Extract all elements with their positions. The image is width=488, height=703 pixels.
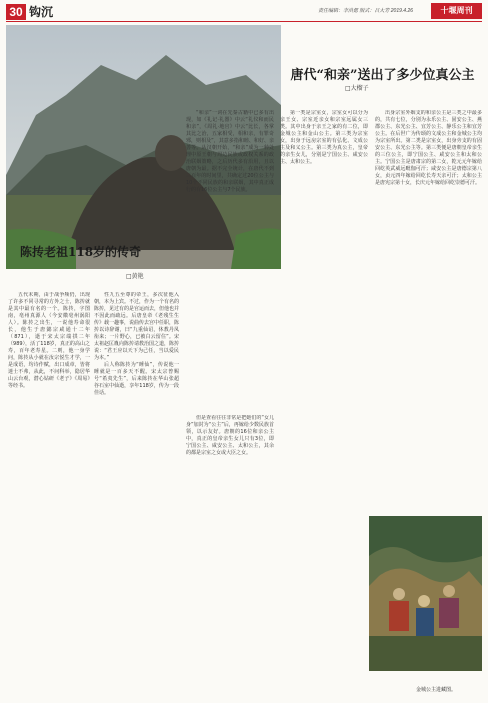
editor-credits: 责任编辑：李洪偲 版式：吕大芳 2019.4.26 [318, 8, 414, 14]
left-article-column-2 [94, 292, 179, 696]
right-article-column-1 [186, 110, 274, 410]
right-article-column-3 [280, 110, 368, 696]
left-article-byline: □黄艳 [126, 273, 144, 280]
image-caption: 金城公主进藏图。 [416, 687, 457, 693]
left-article-column-1 [8, 292, 90, 696]
right-article-text-3: 第一类是宗室女，宗室女可以分为亲王女、宗室近亲女和宗室远属女三类。其中出身于亲王之家的有二位，即金城公主和金山公主。第三类为宗室女，出身于远房宗室的有弘化、文成公主及和义公主。第三类为真公主，皇帝的亲生女儿，分别是宁国公主、咸安公主、太和公主。 [280, 110, 368, 165]
right-article-text-4: 出身宗室外姻支的和亲公主是三类之中最多的，共有七位，分别为永乐公主、固安公主、燕郡公主、东光公主、宜芳公主、静乐公主和宜芳公主。在后世广为传颂的文成公主和金城公主均为宗室所出。第二类是宗室女，出身旁支的有固安公主、东光公主等。第三类便是唐朝皇帝亲生的三位公主，即宁国公主、咸安公主和太和公主。宁国公主是唐肃宗的第二女，乾元元年嫁给回纥英武威远毗伽可汗；咸安公主是唐德宗第八女，贞元四年嫁给回纥长寿天亲可汗；太和公主是唐宪宗第十女，长庆元年嫁给回纥崇德可汗。 [375, 110, 482, 186]
left-article-text-2: 性九五至尊的帝王，多次征他入朝，本为上宾。不过，作为一个有名的陈抟，见过有的是官运而去，但他也并不因此而疏远。后唐皇帝《老残生生传》载一趣事，说曲传去宫中任职，陈抟以诗辞谢，曰“九重仙诏，休教丹凤衔来；一片野心，已被白云留住”。宋太祖赵匡胤向陈抟请教治国之道，陈抟说：“君王应以天下为己任，当以爱民为本。” [94, 292, 179, 361]
right-article-text-2: 但是查看往往非常是把她们的“女儿身”加封为“公主”后，再嫁给少数民族首领，以示友好。唐朝的16位和亲公主中，真正的皇帝亲生女儿只有3位，即宁国公主、咸安公主、太和公主，其余的都是宗室之女或大臣之女。 [186, 415, 274, 456]
right-article-title: 唐代“和亲”送出了多少位真公主 [290, 68, 475, 83]
publication-brand: 十堰周刊 [431, 3, 482, 19]
painting-image [369, 516, 482, 671]
page-header [0, 0, 488, 22]
page-number: 30 [6, 4, 26, 20]
left-article-title: 陈抟老祖118岁的传奇 [20, 245, 142, 259]
left-article-text-3: 后人称陈抟为“睡仙”，传说他一睡就是一百多天不醒。宋太宗曾赐号“希夷先生”，后来陈抟在华山张超谷石室中仙逝，享年118岁，传为一段佳话。 [94, 362, 179, 396]
right-article-column-4 [375, 110, 482, 510]
right-article-text-1: “和亲”一词在先秦古籍中已多有出现，如《礼记·礼器》中云“礼仪和而民和亲”，《周礼·地官》中云“比长，各掌其比之治，五家相受，相和亲，有罪奇邪，则相及”，其意多指和睦、和好、亲善等。从汉朝开始，“和亲”成为一种处理中原王朝与周边民族或政权关系的政治联姻策略，之后历代多有沿用，且以唐朝为最。据不完全统计，在唐代不到三百年的时间里，共确定过20位公主与10个不同民族的和亲联姻，其中真正成行的有16位公主与7个民族。 [186, 110, 274, 193]
left-article-text-1: 五代末期，由于战争频仍，出现了许多不同寻常的方外之士，陈抟就是其中最有名的一个。陈抟，字图南，亳州真源人（今安徽亳州涡阳人）。陈抟之出生，一说他寿命很长，他生于唐懿宗咸通十二年（871），逝于宋太宗端拱二年（989），活了118岁，真正的高山之寿，百年老寿星。二则，他一身学问，陈抟从小就在汝宗悦生才学，一是成语，均诗作赋，出口成章，皆将迷士不弗，从此，不问科举，隐居华山云台观，潜心钻研《老子》《周易》等经书。 [8, 292, 90, 389]
right-article-column-2 [186, 415, 274, 696]
right-article-byline: □大榴子 [345, 85, 369, 92]
header-rule [6, 21, 482, 22]
section-title: 钩沉 [29, 5, 54, 19]
